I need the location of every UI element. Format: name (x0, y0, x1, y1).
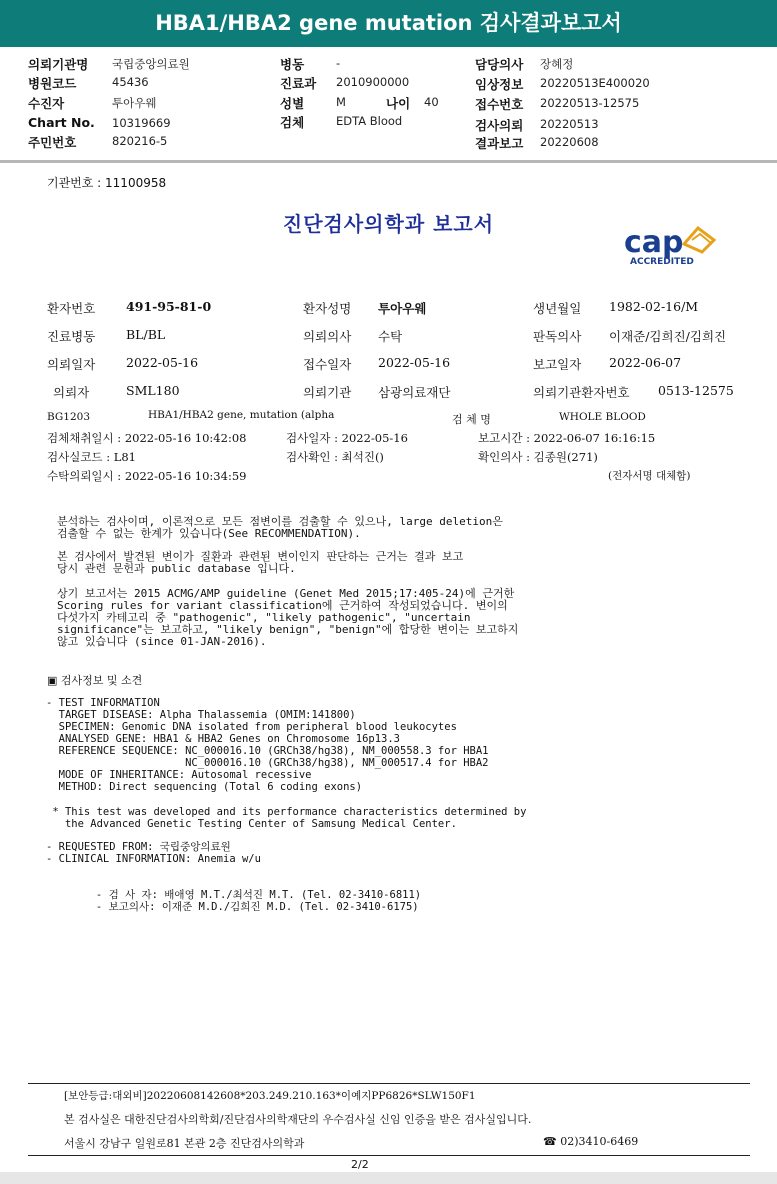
security-line: [보안등급:대외비]20220608142608*203.249.210.163*이예지PP6826*SLW150F1 (64, 1090, 476, 1102)
test-information: - TEST INFORMATION TARGET DISEASE: Alpha Thalassemia (OMIM:141800) SPECIMEN: Genomic DNA isolated from peripheral blood leukocytes ANALYSED GENE: HBA1 & HBA2 Genes on Chromosome 16p13.3 REFERENCE SEQUENCE: NC_000016.10 (GRCh38/hg38), NM_000558.3 for HBA1 NC_000016.10 (GRCh38/hg38), NM_000517.4 for HBA2 MODE OF INHERITANCE: Autosomal recessive METHOD: Direct sequencing (Total 6 coding exons) (46, 697, 489, 793)
hdr-value: 20220608 (540, 135, 599, 149)
agency-number: 기관번호 : 11100958 (47, 176, 167, 190)
paragraph-basis: 본 검사에서 발견된 변이가 질환과 관련된 변이인지 판단하는 근거는 결과 보고 당시 관련 문헌과 public database 입니다. (57, 550, 464, 575)
requested-info: - REQUESTED FROM: 국립중앙의료원 - CLINICAL INFORMATION: Anemia w/u (46, 841, 261, 865)
label-patient-name: 환자성명 (303, 301, 352, 316)
hdr-value: 10319669 (112, 116, 171, 130)
label-rpt-date: 보고일자 (533, 357, 582, 372)
value-req-org-pt: 0513-12575 (658, 383, 734, 398)
hdr-value: 20220513E400020 (540, 76, 650, 90)
hdr-label: 접수번호 (475, 97, 524, 112)
value-req-doc: 수탁 (378, 329, 403, 344)
label-req-org: 의뢰기관 (303, 385, 352, 400)
esign-note: (전자서명 대체함) (608, 470, 691, 482)
hdr-label: 성별 (280, 96, 305, 111)
value-rcv-date: 2022-05-16 (378, 355, 451, 370)
section-heading: ▣ 검사정보 및 소견 (47, 674, 143, 687)
paragraph-guideline: 상기 보고서는 2015 ACMG/AMP guideline (Genet Med 2015;17:405-24)에 근거한 Scoring rules for variant classification에 근거하여 작성되었습니다. 변이의 다섯가지 카테고리 중 "pathogenic", "likely pathogenic", "uncertain significance"는 보고하고, "likely benign", "benign"에 합당한 변이는 보고하지 않고 있습니다 (since 01-JAN-2016). (57, 587, 519, 648)
test-date: 검사일자 : 2022-05-16 (286, 431, 408, 445)
hdr-value: 2010900000 (336, 75, 410, 89)
hdr-value: EDTA Blood (336, 114, 403, 128)
label-rcv-date: 접수일자 (303, 357, 352, 372)
test-confirm: 검사확인 : 최석진() (286, 450, 384, 464)
header-divider (0, 160, 777, 163)
lab-code: 검사실코드 : L81 (47, 450, 136, 464)
test-note: * This test was developed and its performance characteristics determined by the Advanced Genetic Testing Center of Samsung Medical Center. (52, 806, 527, 830)
label-req-doc: 의뢰의사 (303, 329, 352, 344)
specimen-value: WHOLE BLOOD (559, 411, 646, 423)
certification-statement: 본 검사실은 대한진단검사의학회/진단검사의학재단의 우수검사실 신임 인증을 받은 검사실입니다. (64, 1113, 532, 1126)
value-req-date: 2022-05-16 (126, 355, 199, 370)
label-ward: 진료병동 (47, 329, 96, 344)
hdr-value: 20220513 (540, 117, 599, 131)
hdr-label: 병원코드 (28, 76, 77, 91)
hdr-value: 국립중앙의료원 (112, 57, 190, 71)
hdr-label: 담당의사 (475, 57, 524, 72)
label-dob: 생년월일 (533, 301, 582, 316)
label-patient-no: 환자번호 (47, 301, 96, 316)
commission-datetime: 수탁의뢰일시 : 2022-05-16 10:34:59 (47, 469, 247, 483)
value-patient-name: 투아우웨 (378, 301, 427, 316)
hdr-value: M (336, 95, 346, 109)
staff-info: - 검 사 자: 배애영 M.T./최석진 M.T. (Tel. 02-3410-6811) - 보고의사: 이재준 M.D./김희진 M.D. (Tel. 02-3410-6175) (95, 889, 422, 913)
hdr-label: 진료과 (280, 76, 317, 91)
hdr-value-age: 40 (424, 95, 439, 109)
label-req-date: 의뢰일자 (47, 357, 96, 372)
hdr-value: 투아우웨 (112, 96, 157, 110)
hdr-label: 검사의뢰 (475, 118, 524, 133)
specimen-label: 검 체 명 (452, 413, 491, 426)
hdr-value: 20220513-12575 (540, 96, 640, 110)
hdr-label: 검체 (280, 115, 305, 130)
confirm-doctor: 확인의사 : 김종원(271) (478, 450, 598, 464)
cap-check-icon (684, 228, 714, 252)
hdr-value: 45436 (112, 75, 149, 89)
label-reading-doc: 판독의사 (533, 329, 582, 344)
value-reading-doc: 이재준/김희진/김희진 (609, 329, 727, 344)
hdr-value: - (336, 56, 341, 70)
lab-phone: ☎ 02)3410-6469 (543, 1135, 639, 1148)
value-ward: BL/BL (126, 327, 166, 342)
paragraph-limitations: 분석하는 검사이며, 이론적으로 모든 점변이를 검출할 수 있으나, large deletion은 검출할 수 없는 한계가 있습니다(See RECOMMENDATION). (57, 515, 503, 540)
hdr-label: 의뢰기관명 (28, 57, 89, 72)
collect-datetime: 검체채취일시 : 2022-05-16 10:42:08 (47, 431, 247, 445)
hdr-label: 주민번호 (28, 135, 77, 150)
hdr-value: 장혜정 (540, 57, 574, 71)
label-req-org-pt: 의뢰기관환자번호 (533, 385, 630, 400)
test-code: BG1203 (47, 411, 91, 423)
value-dob: 1982-02-16/M (609, 299, 699, 314)
value-requester: SML180 (126, 383, 180, 398)
report-title: HBA1/HBA2 gene mutation 검사결과보고서 (155, 11, 622, 35)
report-title-bar (0, 0, 777, 47)
document-title: 진단검사의학과 보고서 (282, 212, 495, 236)
footer-top-rule (28, 1083, 750, 1084)
lab-address: 서울시 강남구 일원로81 본관 2층 진단검사의학과 (64, 1137, 305, 1150)
cap-logo-subtext: ACCREDITED (630, 257, 694, 266)
value-req-org: 삼광의료재단 (378, 385, 451, 400)
report-time: 보고시간 : 2022-06-07 16:16:15 (478, 431, 656, 445)
hdr-label: 수진자 (28, 96, 65, 111)
label-requester: 의뢰자 (53, 385, 90, 400)
hdr-label: 병동 (280, 57, 305, 72)
page-bottom-strip (0, 1172, 777, 1184)
order-header (0, 55, 777, 155)
value-rpt-date: 2022-06-07 (609, 355, 682, 370)
footer-bottom-rule (28, 1155, 750, 1156)
hdr-label: 임상정보 (475, 77, 524, 92)
value-patient-no: 491-95-81-0 (126, 299, 212, 314)
hdr-value: 820216-5 (112, 134, 168, 148)
test-name: HBA1/HBA2 gene, mutation (alpha (148, 409, 335, 421)
cap-logo-text: cap (624, 225, 684, 260)
cap-accredited-logo (622, 218, 726, 266)
hdr-label: 결과보고 (475, 136, 524, 151)
page-number: 2/2 (351, 1158, 369, 1171)
hdr-label: Chart No. (28, 115, 95, 130)
hdr-label-age: 나이 (386, 96, 411, 111)
